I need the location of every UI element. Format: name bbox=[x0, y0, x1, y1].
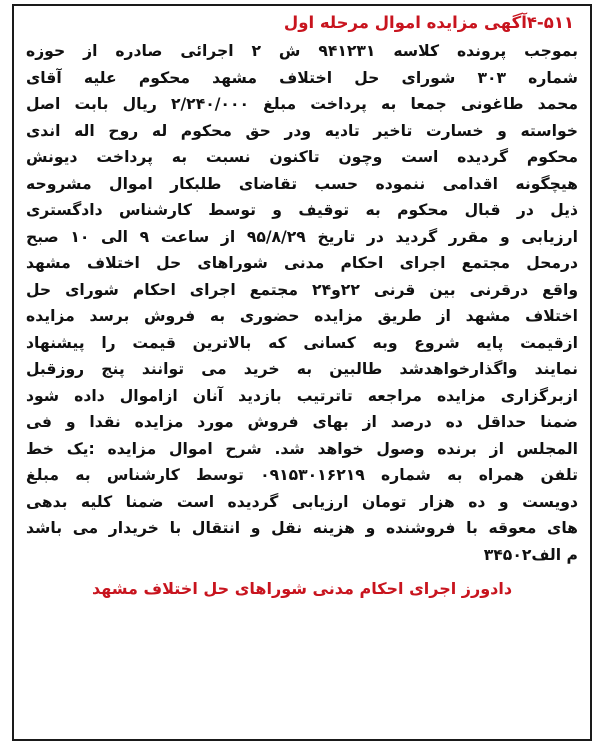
notice-line: ارزیابی و مقرر گردید در تاریخ ۹۵/۸/۲۹ از ساعت ۹ الی ۱۰ صبح bbox=[26, 227, 578, 246]
notice-line: درمحل مجتمع اجرای احکام مدنی شوراهای حل اختلاف مشهد bbox=[26, 254, 578, 272]
notice-line: المجلس از برنده وصول خواهد شد. شرح اموال مزایده :یک خط bbox=[26, 439, 578, 458]
notice-line: های معوقه با فروشنده و هزینه نقل و انتقال با خریدار می باشد bbox=[26, 519, 578, 537]
notice-line: دویست و ده هزار تومان ارزیابی گردیده است ضمنا کلیه بدهی bbox=[26, 492, 578, 511]
notice-line: محمد طاغونی جمعا به پرداخت مبلغ ۲/۲۴۰/۰۰۰ ریال بابت اصل bbox=[26, 95, 578, 113]
notice-line: واقع درقرنی بین قرنی ۲۲و۲۴ مجتمع اجرای احکام شورای حل bbox=[26, 280, 578, 299]
notice-line: ازبرگزاری مزایده مراجعه تاترتیب بازدید آنان ازاموال داده شود bbox=[26, 386, 578, 405]
auction-notice bbox=[12, 4, 592, 741]
notice-line: ذیل در قبال محکوم به توقیف و توسط کارشناس دادگستری bbox=[26, 201, 578, 219]
notice-signature: دادورز اجرای احکام مدنی شوراهای حل اختلاف مشهد bbox=[91, 579, 513, 598]
notice-line: نمایند واگذارخواهدشد طالبین به خرید می توانند پنج روزقبل bbox=[26, 360, 578, 378]
notice-line: محکوم گردیده است وچون تاکنون نسبت به پرداخت دیونش bbox=[26, 148, 578, 166]
notice-line: اختلاف مشهد از طریق مزایده حضوری به فروش برسد مزایده bbox=[26, 307, 578, 325]
notice-line: تلفن همراه به شماره ۰۹۱۵۳۰۱۶۲۱۹ توسط کارشناس به مبلغ bbox=[26, 466, 578, 484]
notice-line: بموجب پرونده کلاسه ۹۴۱۲۳۱ ش ۲ اجرائی صادره از حوزه bbox=[26, 42, 578, 60]
notice-line: خواسته و خسارت تاخیر تادیه ودر حق محکوم له روح اله اندی bbox=[26, 121, 578, 140]
notice-line: هیچگونه اقدامی ننموده حسب تقاضای طلبکار اموال مشروحه bbox=[26, 174, 578, 193]
notice-title: ۴-۵۱۱آگهی مزایده اموال مرحله اول bbox=[283, 13, 574, 32]
notice-body bbox=[26, 38, 578, 568]
notice-reference-line: م الف۳۴۵۰۲ bbox=[483, 545, 578, 564]
notice-line: شماره ۳۰۳ شورای حل اختلاف مشهد محکوم علیه آقای bbox=[26, 68, 578, 87]
notice-line: ضمنا حداقل ده درصد از بهای فروش مورد مزایده نقدا و فی bbox=[26, 413, 578, 431]
notice-line: ازقیمت پایه شروع وبه کسانی که بالاترین قیمت را پیشنهاد bbox=[26, 333, 578, 352]
